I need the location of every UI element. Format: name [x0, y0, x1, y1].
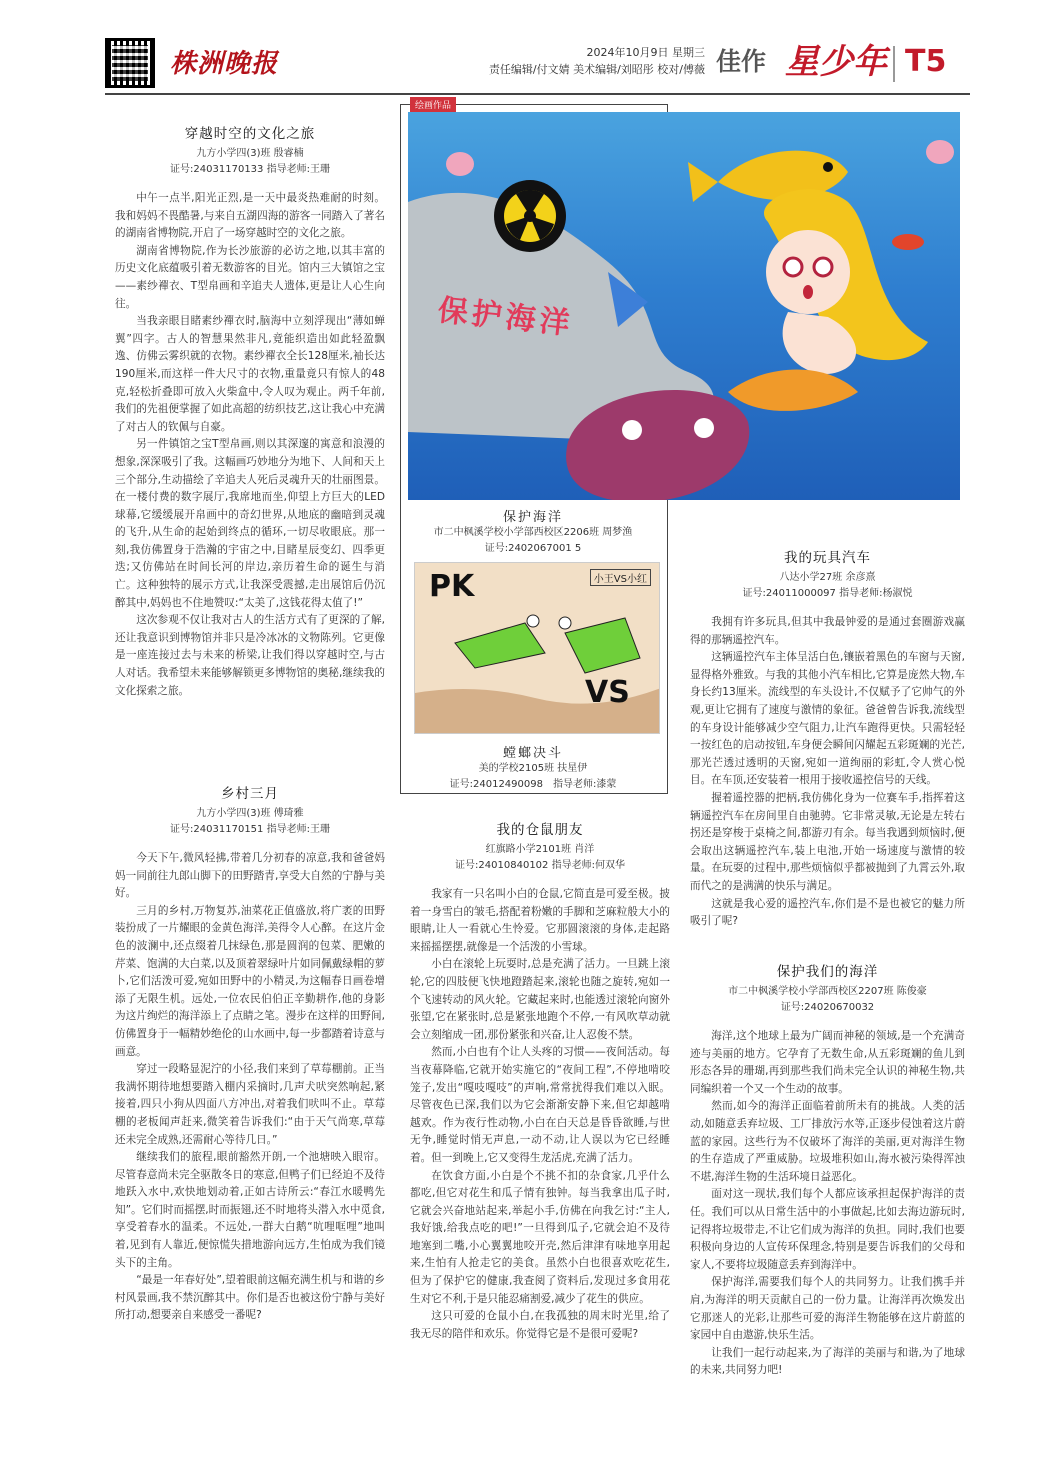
paragraph: 小白在滚轮上玩耍时,总是充满了活力。一旦跳上滚轮,它的四肢便飞快地蹬踏起来,滚轮也随之旋转,宛如一个飞速转动的风火轮。它藏起来时,也能透过滚轮向窗外张望,它在紧张时,总是紧张地跑个不停,一有风吹草动就会立刻缩成一团,那份紧张和兴奋,让人忍俊不禁。	[410, 958, 670, 1041]
artwork-cert: 证号:24012490098 指导老师:漆蒙	[449, 779, 617, 790]
article-author: 红旗路小学2101班 肖洋	[485, 844, 595, 855]
article-author: 市二中枫溪学校小学部西校区2207班 陈俊豪	[728, 986, 927, 997]
artwork-caption-1	[404, 506, 662, 557]
article-body	[410, 886, 670, 1343]
paragraph: 三月的乡村,万物复苏,油菜花正值盛放,将广袤的田野装扮成了一片耀眼的金黄色海洋,美得令人心醉。在这片金色的波澜中,还点缀着几抹绿色,那是圆润的包菜、肥嫩的芹菜、饱满的大白菜,以及顶着翠绿叶片如同佩戴绿帽的萝卜,它们活泼可爱,宛如田野中的小精灵,为这幅春日画卷增添了无限生机。远处,一位农民伯伯正辛勤耕作,他的身影为这片绚烂的海洋添上了点睛之笔。漫步在这样的田野间,仿佛置身于一幅精妙绝伦的山水画中,每一步都踏着诗意与画意。	[115, 904, 385, 1058]
article-hamster	[410, 818, 670, 1343]
article-author: 八达小学27班 余彦熹	[779, 572, 876, 583]
jellyfish-icon	[926, 140, 954, 164]
paragraph: 今天下午,微风轻拂,带着几分初春的凉意,我和爸爸妈妈一同前往九郎山脚下的田野踏青,享受大自然的宁静与美好。	[115, 852, 385, 900]
header-meta	[425, 44, 705, 78]
issue-date: 2024年10月9日 星期三	[586, 46, 705, 59]
paragraph: 这只可爱的仓鼠小白,在我孤独的周末时光里,给了我无尽的陪伴和欢乐。你觉得它是不是很可爱呢?	[410, 1310, 670, 1340]
paragraph: 继续我们的旅程,眼前豁然开朗,一个池塘映入眼帘。尽管春意尚未完全驱散冬日的寒意,但鸭子们已经迫不及待地跃入水中,欢快地划动着,正如古诗所云:“春江水暖鸭先知”。它们时而摇摆,时而振翅,还不时地将头潜入水中觅食,享受着春水的温柔。不远处,一群大白鹅“吭哩哐哩”地叫着,见到有人靠近,便惊慌失措地游向远方,生怕成为我们镜头下的主角。	[115, 1151, 385, 1269]
article-author: 九方小学四(3)班 傅琦雅	[196, 808, 304, 819]
header-divider	[893, 46, 895, 82]
paragraph: 握着遥控器的把柄,我仿佛化身为一位赛车手,指挥着这辆遥控汽车在房间里自由驰骋。它非常灵敏,无论是左转右拐还是穿梭于桌椅之间,都游刃有余。每当我遇到烦恼时,便会取出这辆遥控汽车,装上电池,开始一场速度与激情的较量。在玩耍的过程中,那些烦恼似乎都被抛到了九霄云外,取而代之的是满满的快乐与满足。	[690, 791, 965, 892]
newspaper-logo: 株洲晚报	[170, 49, 279, 79]
qr-code[interactable]	[105, 38, 155, 88]
jellyfish-icon	[446, 152, 474, 176]
paragraph: 在饮食方面,小白是个不挑不扣的杂食家,几乎什么都吃,但它对花生和瓜子情有独钟。每当我拿出瓜子时,它就会兴奋地站起来,举起小手,仿佛在向我乞讨:“主人,我好饿,给我点吃的吧!”一旦得到瓜子,它就会迫不及待地塞到二嘴,小心翼翼地咬开壳,然后津津有味地享用起来,生怕有人抢走它的美食。虽然小白也很喜欢吃花生,但为了保护它的健康,我查阅了资料后,发现过多食用花生对它不利,于是只能忍痛割爱,减少了花生的供应。	[410, 1169, 670, 1305]
article-cert: 证号:24031170151 指导老师:王珊	[170, 824, 330, 835]
paragraph: 穿过一段略显泥泞的小径,我们来到了草莓棚前。正当我满怀期待地想要踏入棚内采摘时,几声犬吠突然响起,紧接着,四只小狗从四面八方冲出,对着我们吠叫不止。草莓棚的老板闻声赶来,微笑着告诉我们:“由于天气尚寒,草莓还未完全成熟,还需耐心等待几日。”	[115, 1063, 385, 1146]
article-toy-car	[690, 546, 965, 931]
page-number: T5	[905, 44, 947, 79]
artwork-author: 美的学校2105班 扶星伊	[478, 763, 588, 774]
article-march-village	[115, 782, 385, 1325]
paragraph: 我拥有许多玩具,但其中我最钟爱的是通过套圈游戏赢得的那辆遥控汽车。	[690, 616, 965, 646]
article-cert: 证号:24011000097 指导老师:杨淑悦	[742, 588, 913, 599]
paragraph: 中午一点半,阳光正烈,是一天中最炎热难耐的时刻。我和妈妈不畏酷暑,与来自五湖四海的游客一同踏入了著名的湖南省博物院,开启了一场穿越时空的文化之旅。	[115, 192, 385, 240]
paragraph: 然而,如今的海洋正面临着前所未有的挑战。人类的活动,如随意丢弃垃圾、工厂排放污水等,正逐步侵蚀着这片蔚蓝的家园。这些行为不仅破坏了海洋的美丽,更对海洋生物的生存造成了严重威胁。垃圾堆积如山,海水被污染得浑浊不堪,海洋生物的生活环境日益恶化。	[690, 1100, 965, 1183]
artwork-author: 市二中枫溪学校小学部西校区2206班 周梦渔	[433, 527, 633, 538]
paragraph: 另一件镇馆之宝T型帛画,则以其深邃的寓意和浪漫的想象,深深吸引了我。这幅画巧妙地分为地下、人间和天上三个部分,生动描绘了辛追夫人死后灵魂升天的壮丽图景。在一楼付费的数字展厅,我席地而坐,仰望上方巨大的LED球幕,它缓缓展开帛画中的奇幻世界,从地底的幽暗到灵魂的飞升,从生命的起始到终点的循环,一切尽收眼底。那一刻,我仿佛置身于浩瀚的宇宙之中,目睹星辰变幻、四季更迭;又仿佛站在时间长河的岸边,亲历着生命的诞生与消亡。这种独特的展示方式,让我深受震撼,走出展馆后仍沉醉其中,妈妈也不住地赞叹:“太美了,这钱花得太值了!”	[115, 438, 385, 609]
vs-note: 小王VS小红	[590, 569, 651, 586]
article-protect-ocean	[690, 960, 965, 1380]
header-rule	[105, 93, 970, 95]
mermaid-tail	[728, 370, 858, 411]
article-title: 穿越时空的文化之旅	[184, 126, 316, 142]
ocean-drawing[interactable]	[408, 112, 960, 500]
artwork-cert: 证号:2402067001 5	[484, 543, 582, 554]
artwork-tag: 绘画作品	[410, 97, 456, 112]
paragraph: 湖南省博物院,作为长沙旅游的必访之地,以其丰富的历史文化底蕴吸引着无数游客的目光。馆内三大镇馆之宝——素纱襌衣、T型帛画和辛追夫人遗体,更是让人心生向往。	[115, 244, 385, 310]
pk-label: PK	[429, 569, 475, 604]
article-title: 乡村三月	[221, 786, 279, 802]
article-cert: 证号:24020670032	[780, 1002, 875, 1013]
article-culture-trip	[115, 122, 385, 700]
paragraph: 我家有一只名叫小白的仓鼠,它简直是可爱至极。披着一身雪白的皱毛,搭配着粉嫩的手脚和芝麻粒般大小的眼睛,让人一看就心生怜爱。它那圆滚滚的身体,走起路来摇摇摆摆,就像是一个活泼的小雪球。	[410, 888, 670, 953]
article-title: 我的仓鼠朋友	[496, 822, 584, 838]
paragraph: 保护海洋,需要我们每个人的共同努力。让我们携手并肩,为海洋的明天贡献自己的一份力量。让海洋再次焕发出它那迷人的光彩,让那些可爱的海洋生物能够在这片蔚蓝的家园中自由遨游,快乐生活。	[690, 1276, 965, 1342]
editors-line: 责任编辑/付文婧 美术编辑/刘昭彤 校对/傅薇	[488, 63, 705, 76]
paragraph: 这次参观不仅让我对古人的生活方式有了更深的了解,还让我意识到博物馆并非只是冷冰冰的文物陈列。它更像是一座连接过去与未来的桥梁,让我们得以穿越时空,与古人对话。我希望未来能够解锁更多博物馆的奥秘,继续我的文化探索之旅。	[115, 614, 385, 697]
small-fish-icon	[892, 234, 924, 250]
paragraph: 这就是我心爱的遥控汽车,你们是不是也被它的魅力所吸引了呢?	[690, 897, 965, 928]
article-body	[115, 850, 385, 1325]
paragraph: 面对这一现状,我们每个人都应该承担起保护海洋的责任。我们可以从日常生活中的小事做起,比如去海边游玩时,记得将垃圾带走,不让它们成为海洋的负担。同时,我们也要积极向身边的人宣传环保理念,特别是要告诉我们的父母和家人,不要将垃圾随意丢弃到海洋中。	[690, 1188, 965, 1271]
article-title: 保护我们的海洋	[776, 964, 879, 980]
article-body	[690, 614, 965, 931]
paragraph: 海洋,这个地球上最为广阔而神秘的领域,是一个充满奇迹与美丽的地方。它孕育了无数生命,从五彩斑斓的鱼儿到形态各异的珊瑚,再到那些我们尚未完全认识的神秘生物,共同编织着一个又一个生动的故事。	[690, 1030, 965, 1095]
paragraph: 当我亲眼目睹素纱襌衣时,脑海中立刻浮现出“薄如蝉翼”四字。古人的智慧果然非凡,竟能织造出如此轻盈飘逸、仿佛云雾织就的衣物。素纱襌衣全长128厘米,袖长达190厘米,而这样一件大尺寸的衣物,重量竟只有惊人的48克,轻松折叠即可放入火柴盒中,令人叹为观止。两千年前,我们的先祖便掌握了如此高超的纺织技艺,这让我心中充满了对古人的钦佩与自豪。	[115, 315, 385, 433]
paragraph: 这辆遥控汽车主体呈活白色,镶嵌着黑色的车窗与天窗,显得格外雅致。与我的其他小汽车相比,它算是庞然大物,车身长约13厘米。流线型的车头设计,不仅赋予了它帅气的外观,更让它拥有了速度与激情的象征。爸爸曾告诉我,流线型的车身设计能够减少空气阻力,让汽车跑得更快。只需轻轻一按红色的启动按钮,车身便会瞬间闪耀起五彩斑斓的光芒,那光芒透过透明的天窗,宛如一道绚丽的彩虹,令人赏心悦目。在车顶,还安装着一根用于接收遥控信号的天线。	[690, 651, 965, 787]
paragraph: “最是一年春好处”,望着眼前这幅充满生机与和谐的乡村风景画,我不禁沉醉其中。你们是否也被这份宁静与美好所打动,想要亲自来感受一番呢?	[115, 1274, 385, 1322]
article-cert: 证号:24031170133 指导老师:王珊	[170, 164, 330, 175]
artwork-title: 保护海洋	[502, 510, 563, 525]
paragraph: 让我们一起行动起来,为了海洋的美丽与和谐,为了地球的未来,共同努力吧!	[690, 1346, 965, 1377]
brand-title: 星少年	[785, 42, 887, 82]
column-name: 佳作	[716, 47, 767, 76]
mantis-icon	[565, 618, 640, 673]
artwork-title: 螳螂决斗	[502, 746, 563, 761]
mantis-icon	[455, 623, 545, 668]
drawing-slogan: 保护海洋	[436, 292, 576, 342]
mermaid-face	[766, 230, 850, 314]
article-cert: 证号:24010840102 指导老师:何双华	[455, 860, 625, 871]
vs-label: VS	[585, 675, 630, 710]
article-body	[115, 190, 385, 700]
mantis-drawing[interactable]	[414, 562, 660, 734]
paragraph: 然而,小白也有个让人头疼的习惯——夜间活动。每当夜幕降临,它就开始实施它的“夜间工程”,不停地啃咬笼子,发出“嘎吱嘎吱”的声响,常常扰得我们难以入眠。尽管夜色已深,我们以为它会渐渐安静下来,但它却越啃越欢。作为夜行性动物,小白在白天总是昏昏欲睡,与世无争,睡觉时悄无声息,一动不动,让人误以为它已经睡着。但一到晚上,它又变得生龙活虎,充满了活力。	[410, 1046, 670, 1164]
article-body	[690, 1028, 965, 1380]
artwork-caption-2	[404, 742, 662, 793]
article-title: 我的玩具汽车	[784, 550, 871, 566]
article-author: 九方小学四(3)班 殷睿楠	[196, 148, 304, 159]
